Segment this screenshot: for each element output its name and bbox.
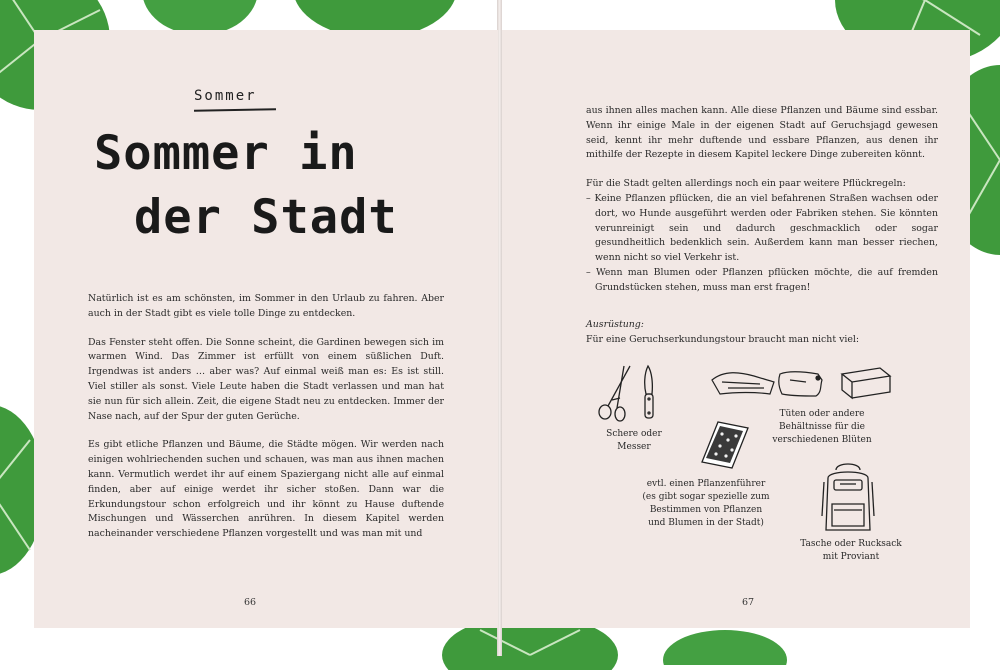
right-page — [502, 30, 970, 628]
title-line-1: Sommer in — [94, 126, 358, 181]
plant-guide-book-icon — [698, 420, 752, 470]
rule-item: – Keine Pflanzen pflücken, die an viel befahrenen Straßen wachsen oder dort, wo Hunde ausgeführt werden oder Fabriken stehen. Sie könnten verunreinigt sein und dadurch geschmacklich oder sogar gesundheitlich bedenklich sein. Außerdem kann man besser riechen, wenn nicht so viel Verkehr ist. — [586, 192, 938, 264]
caption-backpack: Tasche oder Rucksack mit Proviant — [800, 539, 902, 562]
title-line-2: der Stadt — [134, 190, 398, 245]
paragraph: Das Fenster steht offen. Die Sonne scheint, die Gardinen bewegen sich im warmen Wind. Das Zimmer ist erfüllt von einem süßlichen Duft. Irgendwas ist anders … aber was? Auf einmal weiß man es: Es ist still. Viel stiller als sonst. Viele Leute haben die Stadt verlassen und man hat sie nun für sich allein. Zeit, die eigene Stadt neu zu entdecken. Immer der Nase nach, auf der Spur der guten Gerüche. — [88, 336, 444, 422]
backpack-icon — [820, 460, 876, 536]
caption-scissors: Schere oder Messer — [606, 429, 662, 452]
rule-item: – Wenn man Blumen oder Pflanzen pflücken möchte, die auf fremden Grundstücken stehen, muss man erst fragen! — [586, 266, 938, 293]
kicker-underline — [194, 108, 276, 111]
equipment-intro: Für eine Geruchserkundungstour braucht man nicht viel: — [586, 333, 860, 345]
left-page — [34, 30, 498, 628]
leaf-bottom-right-icon — [660, 625, 790, 665]
paragraph: aus ihnen alles machen kann. Alle diese Pflanzen und Bäume sind essbar. Wenn ihr einige Male in der eigenen Stadt auf Geruchsjagd gewesen seid, kennt ihr mehr duftende und essbare Pflanzen, aus denen ihr mithilfe der Rezepte in diesem Kapitel leckere Dinge zubereiten könnt. — [586, 105, 938, 161]
caption-bags: Tüten oder andere Behältnisse für die verschiedenen Blüten — [772, 409, 872, 445]
paragraph: Natürlich ist es am schönsten, im Sommer in den Urlaub zu fahren. Aber auch in der Stadt gibt es viele tolle Dinge zu entdecken. — [88, 293, 444, 319]
equipment-block — [586, 318, 938, 348]
bags-icon — [710, 366, 826, 400]
paragraph: Es gibt etliche Pflanzen und Bäume, die Städte mögen. Wir werden nach einigen wohlriechenden suchen und schauen, was man aus ihnen machen kann. Vermutlich werdet ihr auf einem Spaziergang nicht alle auf einmal finden, aber auf einige werdet ihr sicher stoßen. Dann war die Erkundungstour schon erfolgreich und ihr könnt zu Hause duftende Mischungen und Wässerchen anrühren. In diesem Kapitel werden nacheinander verschiedene Pflanzen vorgestellt und was man mit und — [88, 439, 444, 540]
page-number-right: 67 — [742, 597, 755, 608]
rules-list — [586, 192, 938, 296]
equipment-label: Ausrüstung: — [586, 319, 644, 330]
box-container-icon — [836, 364, 892, 402]
left-body-text — [88, 292, 444, 556]
page-number-left: 66 — [244, 597, 257, 608]
scissors-knife-icon — [596, 362, 666, 424]
right-body-text — [586, 104, 938, 296]
chapter-kicker: Sommer — [194, 88, 257, 104]
rules-intro: Für die Stadt gelten allerdings noch ein paar weitere Pflückregeln: — [586, 178, 906, 190]
chapter-title — [94, 122, 434, 250]
caption-guide: evtl. einen Pflanzenführer (es gibt sogar spezielle zum Bestimmen von Pflanzen und Blumen in der Stadt) — [642, 479, 770, 528]
